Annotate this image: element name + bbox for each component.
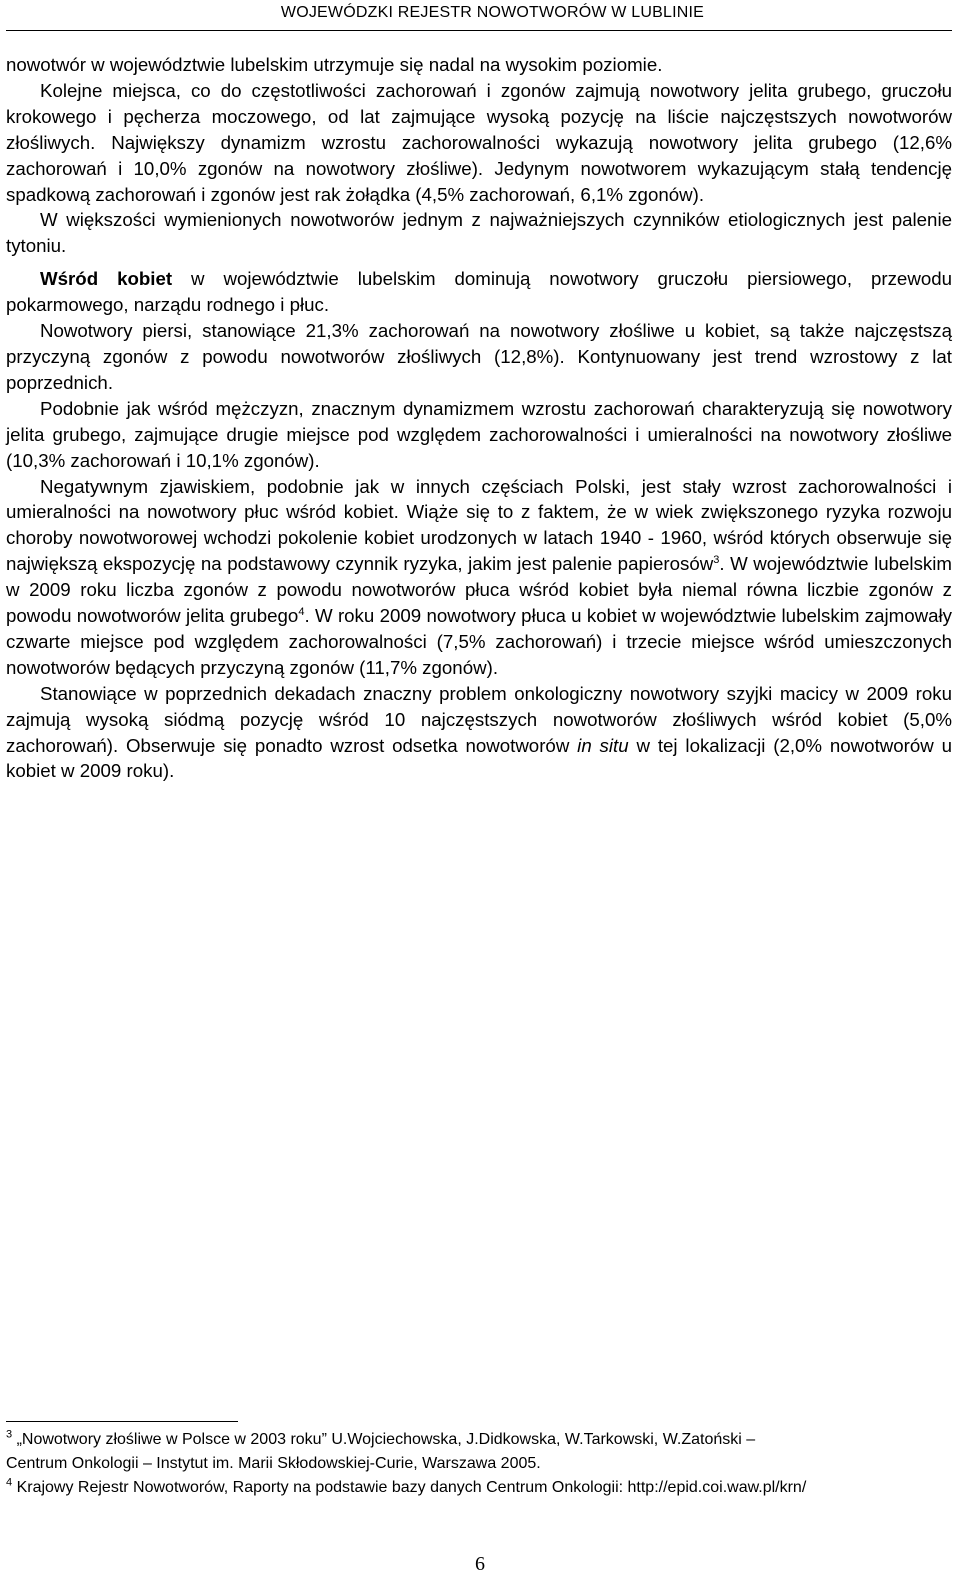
paragraph-smoking-factor: W większości wymienionych nowotworów jednym z najważniejszych czynników etiologicznych jest palenie tytoniu. — [6, 209, 952, 257]
footnote-text: „Nowotwory złośliwe w Polsce w 2003 roku” U.Wojciechowska, J.Didkowska, W.Tarkowski, W.Zatoński – — [12, 1431, 756, 1448]
document-body — [6, 52, 952, 784]
footnote-text: Krajowy Rejestr Nowotworów, Raporty na podstawie bazy danych Centrum Onkologii: http://epid.coi.waw.pl/krn/ — [12, 1479, 807, 1496]
women-intro-text: w województwie lubelskim dominują nowotwory gruczołu piersiowego, przewodu pokarmowego, narządu rodnego i płuc. — [6, 268, 953, 316]
footnote-3-continued: Centrum Onkologii – Instytut im. Marii Skłodowskiej-Curie, Warszawa 2005. — [6, 1455, 541, 1472]
running-header: WOJEWÓDZKI REJESTR NOWOTWORÓW W LUBLINIE — [280, 4, 704, 21]
footnote-4 — [6, 1476, 952, 1500]
footnote-number: 3 — [6, 1428, 13, 1441]
paragraph-continuation: nowotwór w województwie lubelskim utrzymuje się nadal na wysokim poziomie. — [6, 54, 663, 75]
lung-text-c: . W roku 2009 nowotwory płuca u kobiet w województwie lubelskim zajmowały czwarte miejsce pod względem zachorowalności (7,5% zachorowań) i trzecie miejsce wśród umieszczonych nowotworów będących przyczyną zgonów (11,7% zgonów). — [6, 605, 952, 678]
footnote-divider — [6, 1421, 238, 1422]
footnote-ref-3: 3 — [713, 553, 720, 566]
cervical-text-b: w tej lokalizacji (2,0% nowotworów u kobiet w 2009 roku). — [6, 734, 952, 782]
lung-text-b: . W województwie lubelskim w 2009 roku liczba zgonów z powodu nowotworów płuca wśród kobiet była niemal równa liczbie zgonów z powodu nowotworów jelita grubego — [6, 553, 952, 627]
cervical-text-a: Stanowiące w poprzednich dekadach znaczny problem onkologiczny nowotwory szyjki macicy w 2009 roku zajmują wysoką siódmą pozycję wśród 10 najczęstszych nowotworów złośliwych wśród kobiet (5,0% zachorowań). Obserwuje się ponadto wzrost odsetka nowotworów — [6, 682, 952, 756]
footnotes — [6, 1428, 952, 1500]
footnote-ref-4: 4 — [298, 605, 305, 618]
header-divider — [6, 30, 952, 31]
paragraph-cancer-ranking: Kolejne miejsca, co do częstotliwości zachorowań i zgonów zajmują nowotwory jelita grubego, gruczołu krokowego i pęcherza moczowego, od lat zajmujące wysoką pozycję na liście najczęstszych nowotworów złośliwych. Największy dynamizm wzrostu zachorowalności wykazują nowotwory jelita grubego (12,6% zachorowań i 10,0% zgonów na nowotwory złośliwe). Jedynym nowotworem wykazującym stałą tendencję spadkową zachorowań i zgonów jest rak żołądka (4,5% zachorowań, 6,1% zgonów). — [6, 79, 952, 205]
footnote-3 — [6, 1428, 952, 1452]
paragraph-cervical-cancer — [6, 681, 952, 785]
lung-text-a: Negatywnym zjawiskiem, podobnie jak w innych częściach Polski, jest stały wzrost zachorowalności i umieralności na nowotwory płuc wśród kobiet. Wiąże się to z faktem, że w wiek zwiększonego ryzyka rozwoju choroby nowotworowej wchodzi pokolenie kobiet urodzonych w latach 1940 - 1960, wśród których obserwuje się największą ekspozycję na podstawowy czynnik ryzyka, jakim jest palenie papierosów — [6, 475, 952, 575]
paragraph-breast-cancer: Nowotwory piersi, stanowiące 21,3% zachorowań na nowotwory złośliwe u kobiet, są także najczęstszą przyczyną zgonów z powodu nowotworów złośliwych (12,8%). Kontynuowany jest trend wzrostowy z lat poprzednich. — [6, 320, 952, 393]
page-number: 6 — [475, 1553, 485, 1575]
women-heading: Wśród kobiet — [40, 268, 173, 290]
footnote-number: 4 — [6, 1476, 13, 1489]
paragraph-women-intro — [6, 266, 952, 318]
paragraph-lung-cancer — [6, 474, 952, 681]
in-situ-term: in situ — [577, 734, 629, 756]
paragraph-colorectal: Podobnie jak wśród mężczyzn, znacznym dynamizmem wzrostu zachorowań charakteryzują się nowotwory jelita grubego, zajmujące drugie miejsce pod względem zachorowalności i umieralności na nowotwory złośliwe (10,3% zachorowań i 10,1% zgonów). — [6, 397, 952, 471]
